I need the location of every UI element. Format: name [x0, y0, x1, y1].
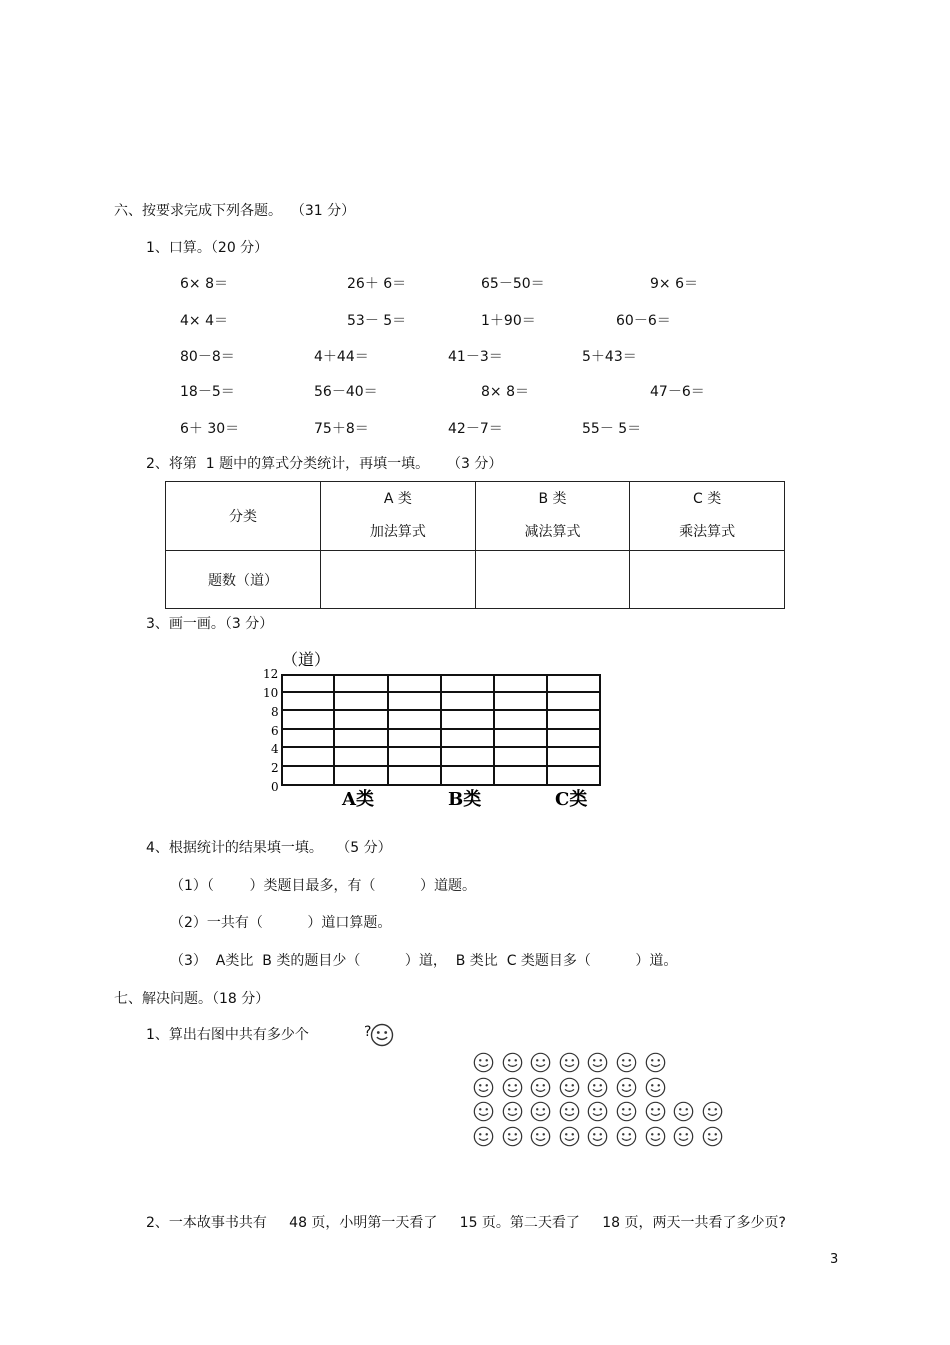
calc-item: 9× 6＝	[650, 276, 698, 292]
q2-title: 2、将第 1 题中的算式分类统计，再填一填。 （3 分）	[146, 456, 503, 472]
table-row-label: 题数（道）	[166, 551, 321, 609]
smiley-face-icon	[645, 1077, 666, 1098]
fill-blank-item[interactable]: （3） A类比 B 类的题目少（ ）道， B 类比 C 类题目多（ ）道。	[170, 953, 678, 969]
y-tick-label: 10	[263, 686, 279, 700]
s7-q1-title: 1、算出右图中共有多少个	[146, 1027, 309, 1043]
smiley-face-icon	[530, 1101, 551, 1122]
smiley-face-icon	[473, 1101, 494, 1122]
smiley-face-icon	[473, 1077, 494, 1098]
q3-title: 3、画一画。（3 分）	[146, 616, 274, 632]
class-label: C 类	[693, 491, 722, 507]
x-category-label: B类	[448, 789, 482, 810]
calc-item: 6＋ 30＝	[180, 421, 240, 437]
table-corner-cell: 分类	[166, 482, 321, 551]
smiley-face-icon	[673, 1126, 694, 1147]
smiley-face-icon	[702, 1126, 723, 1147]
chart-unit-label: （道）	[282, 650, 331, 669]
calc-item: 1＋90＝	[481, 313, 536, 329]
calc-item: 4× 4＝	[180, 313, 228, 329]
table-header-c	[630, 482, 785, 551]
smiley-face-icon	[559, 1126, 580, 1147]
calc-item: 4＋44＝	[314, 349, 369, 365]
y-tick-label: 8	[271, 705, 279, 719]
x-category-label: A类	[342, 789, 374, 810]
calc-item: 8× 8＝	[481, 384, 529, 400]
calc-item: 53－ 5＝	[347, 313, 407, 329]
calc-item: 75＋8＝	[314, 421, 369, 437]
y-tick-label: 6	[271, 724, 279, 738]
smiley-face-icon	[370, 1023, 394, 1047]
y-tick-label: 12	[263, 667, 279, 681]
smiley-face-icon	[530, 1126, 551, 1147]
y-tick-label: 4	[271, 742, 279, 756]
fill-blank-item[interactable]: （1）（ ）类题目最多，有（ ）道题。	[170, 878, 477, 894]
smiley-face-icon	[502, 1101, 523, 1122]
calc-item: 18－5＝	[180, 384, 235, 400]
y-tick-label: 0	[271, 780, 279, 794]
smiley-face-icon	[616, 1101, 637, 1122]
smiley-face-icon	[645, 1101, 666, 1122]
smiley-face-icon	[502, 1052, 523, 1073]
calc-item: 60－6＝	[616, 313, 671, 329]
smiley-face-icon	[673, 1101, 694, 1122]
calc-item: 56－40＝	[314, 384, 378, 400]
smiley-face-icon	[702, 1101, 723, 1122]
table-header-b	[475, 482, 630, 551]
smiley-face-icon	[559, 1077, 580, 1098]
smiley-face-icon	[587, 1077, 608, 1098]
smiley-face-icon	[616, 1077, 637, 1098]
y-tick-label: 2	[271, 761, 279, 775]
class-label: B 类	[538, 491, 567, 507]
q1-title: 1、口算。（20 分）	[146, 240, 269, 256]
classification-table	[165, 481, 785, 609]
s7-q2-title: 2、一本故事书共有 48 页，小明第一天看了 15 页。第二天看了 18 页，两天一共看了多少页?	[146, 1215, 786, 1231]
smiley-face-icon	[587, 1126, 608, 1147]
class-label: A 类	[383, 491, 412, 507]
chart-grid-lines	[282, 675, 600, 785]
smiley-face-icon	[616, 1052, 637, 1073]
x-category-label: C类	[555, 789, 588, 810]
smiley-face-icon	[645, 1126, 666, 1147]
calc-item: 55－ 5＝	[582, 421, 642, 437]
calc-item: 26＋ 6＝	[347, 276, 407, 292]
smiley-face-icon	[530, 1077, 551, 1098]
smiley-face-icon	[587, 1101, 608, 1122]
section-7-title: 七、解决问题。（18 分）	[114, 991, 270, 1007]
smiley-face-icon	[645, 1052, 666, 1073]
question-mark: ?	[364, 1024, 372, 1040]
q4-title: 4、根据统计的结果填一填。 （5 分）	[146, 840, 392, 856]
blank-bar-chart-grid[interactable]	[255, 645, 615, 815]
class-name: 乘法算式	[679, 524, 736, 540]
calc-item: 6× 8＝	[180, 276, 228, 292]
smiley-face-icon	[559, 1101, 580, 1122]
calc-item: 5＋43＝	[582, 349, 637, 365]
calc-item: 80－8＝	[180, 349, 235, 365]
class-name: 加法算式	[369, 524, 426, 540]
smiley-face-icon	[473, 1126, 494, 1147]
section-6-title: 六、按要求完成下列各题。 （31 分）	[114, 203, 356, 219]
smiley-face-icon	[530, 1052, 551, 1073]
smiley-face-icon	[473, 1052, 494, 1073]
smiley-face-icon	[616, 1126, 637, 1147]
calc-item: 41－3＝	[448, 349, 503, 365]
answer-cell-c[interactable]	[630, 551, 785, 609]
table-header-a	[321, 482, 476, 551]
class-name: 减法算式	[524, 524, 581, 540]
fill-blank-item[interactable]: （2）一共有（ ）道口算题。	[170, 915, 392, 931]
smiley-face-icon	[502, 1126, 523, 1147]
answer-cell-a[interactable]	[321, 551, 476, 609]
calc-item: 65－50＝	[481, 276, 545, 292]
calc-item: 42－7＝	[448, 421, 503, 437]
calc-item: 47－6＝	[650, 384, 705, 400]
smiley-face-icon	[559, 1052, 580, 1073]
smiley-face-icon	[587, 1052, 608, 1073]
answer-cell-b[interactable]	[475, 551, 630, 609]
smiley-face-icon	[502, 1077, 523, 1098]
page-number: 3	[830, 1252, 839, 1267]
